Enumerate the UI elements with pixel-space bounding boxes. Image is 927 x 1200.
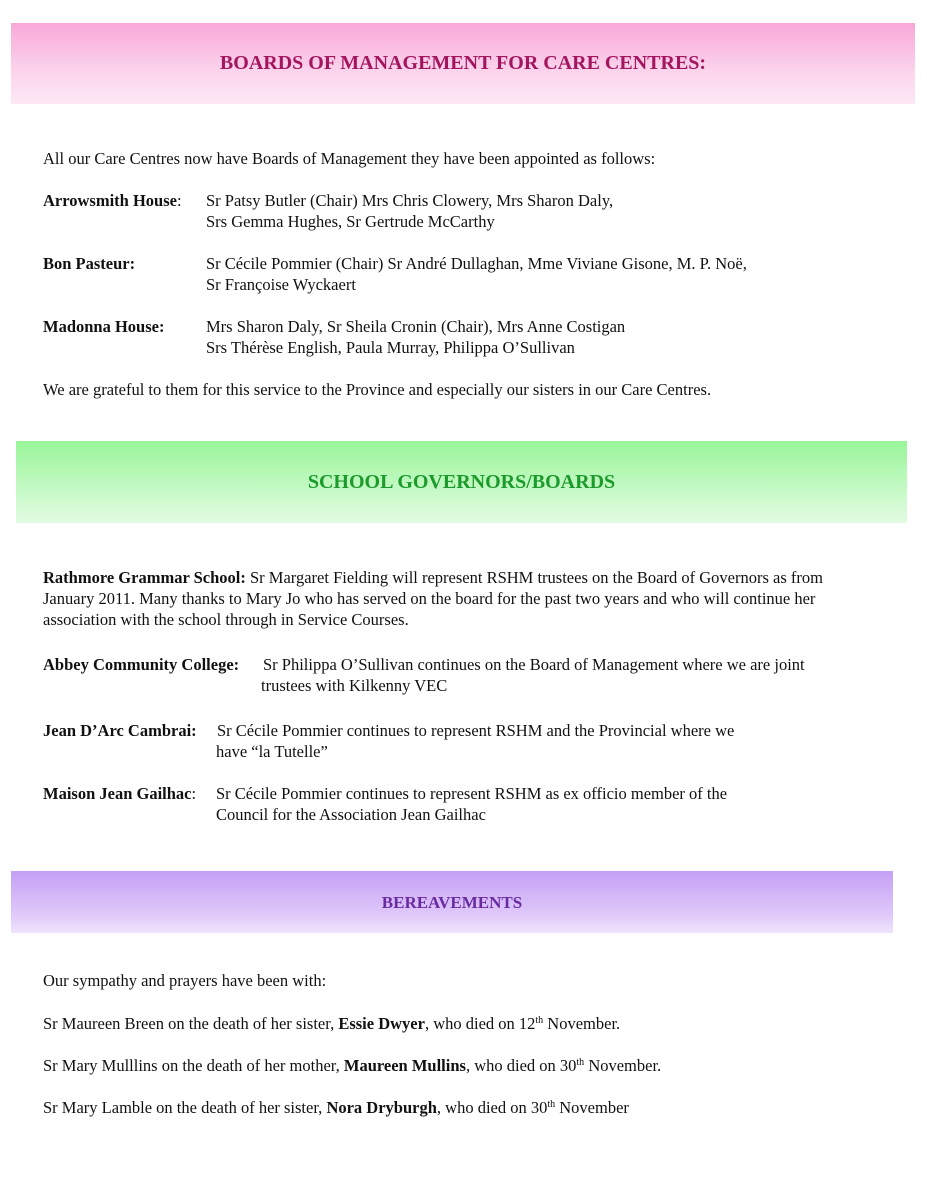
rathmore-paragraph: [43, 567, 878, 630]
board-label: Madonna House:: [43, 317, 165, 336]
bereavement-item: Sr Mary Mulllins on the death of her mother, Maureen Mullins, who died on 30th November.: [43, 1056, 662, 1075]
board-label: Arrowsmith House:: [43, 191, 182, 210]
board-members: Sr Patsy Butler (Chair) Mrs Chris Clowery, Mrs Sharon Daly, Srs Gemma Hughes, Sr Gertrude McCarthy: [206, 191, 614, 231]
bereavements-intro: Our sympathy and prayers have been with:: [43, 971, 327, 990]
bereavements-heading: BEREAVEMENTS: [381, 892, 523, 912]
rathmore-text: Sr Margaret Fielding will represent RSHM trustees on the Board of Governors as from January 2011. Many thanks to Mary Jo who has served on the board for the past two years and who will continue her association with the school through in Service Courses.: [43, 568, 823, 629]
school-label: Jean D’Arc Cambrai:: [43, 721, 197, 740]
deceased-name: Maureen Mullins: [343, 1056, 466, 1075]
school-label: Abbey Community College:: [43, 655, 240, 674]
board-label: Bon Pasteur:: [43, 254, 136, 273]
rathmore-label: Rathmore Grammar School:: [43, 568, 246, 587]
board-members: Mrs Sharon Daly, Sr Sheila Cronin (Chair), Mrs Anne Costigan Srs Thérèse English, Paula Murray, Philippa O’Sullivan: [206, 317, 626, 357]
bereavement-item: Sr Maureen Breen on the death of her sister, Essie Dwyer, who died on 12th November.: [43, 1014, 621, 1033]
school-label: Maison Jean Gailhac:: [43, 784, 197, 803]
deceased-name: Nora Dryburgh: [326, 1098, 437, 1117]
care-centres-heading-band: [11, 23, 915, 104]
deceased-name: Essie Dwyer: [338, 1014, 425, 1033]
school-description: Sr Philippa O’Sullivan continues on the Board of Management where we are joint trustees with Kilkenny VEC: [261, 655, 805, 695]
care-centres-closing: We are grateful to them for this service to the Province and especially our sisters in our Care Centres.: [43, 380, 712, 399]
care-centres-intro: All our Care Centres now have Boards of Management they have been appointed as follows:: [43, 149, 656, 168]
care-centres-heading: BOARDS OF MANAGEMENT FOR CARE CENTRES:: [219, 52, 707, 74]
school-description: Sr Cécile Pommier continues to represent RSHM and the Provincial where we have “la Tutelle”: [216, 721, 735, 761]
schools-heading: SCHOOL GOVERNORS/BOARDS: [307, 470, 616, 493]
bereavement-item: Sr Mary Lamble on the death of her sister, Nora Dryburgh, who died on 30th November: [43, 1098, 629, 1117]
bereavements-heading-band: [11, 871, 893, 933]
board-members: Sr Cécile Pommier (Chair) Sr André Dullaghan, Mme Viviane Gisone, M. P. Noë, Sr Françoise Wyckaert: [206, 254, 747, 294]
school-description: Sr Cécile Pommier continues to represent RSHM as ex officio member of the Council for the Association Jean Gailhac: [216, 784, 728, 824]
schools-heading-band: [16, 441, 907, 523]
